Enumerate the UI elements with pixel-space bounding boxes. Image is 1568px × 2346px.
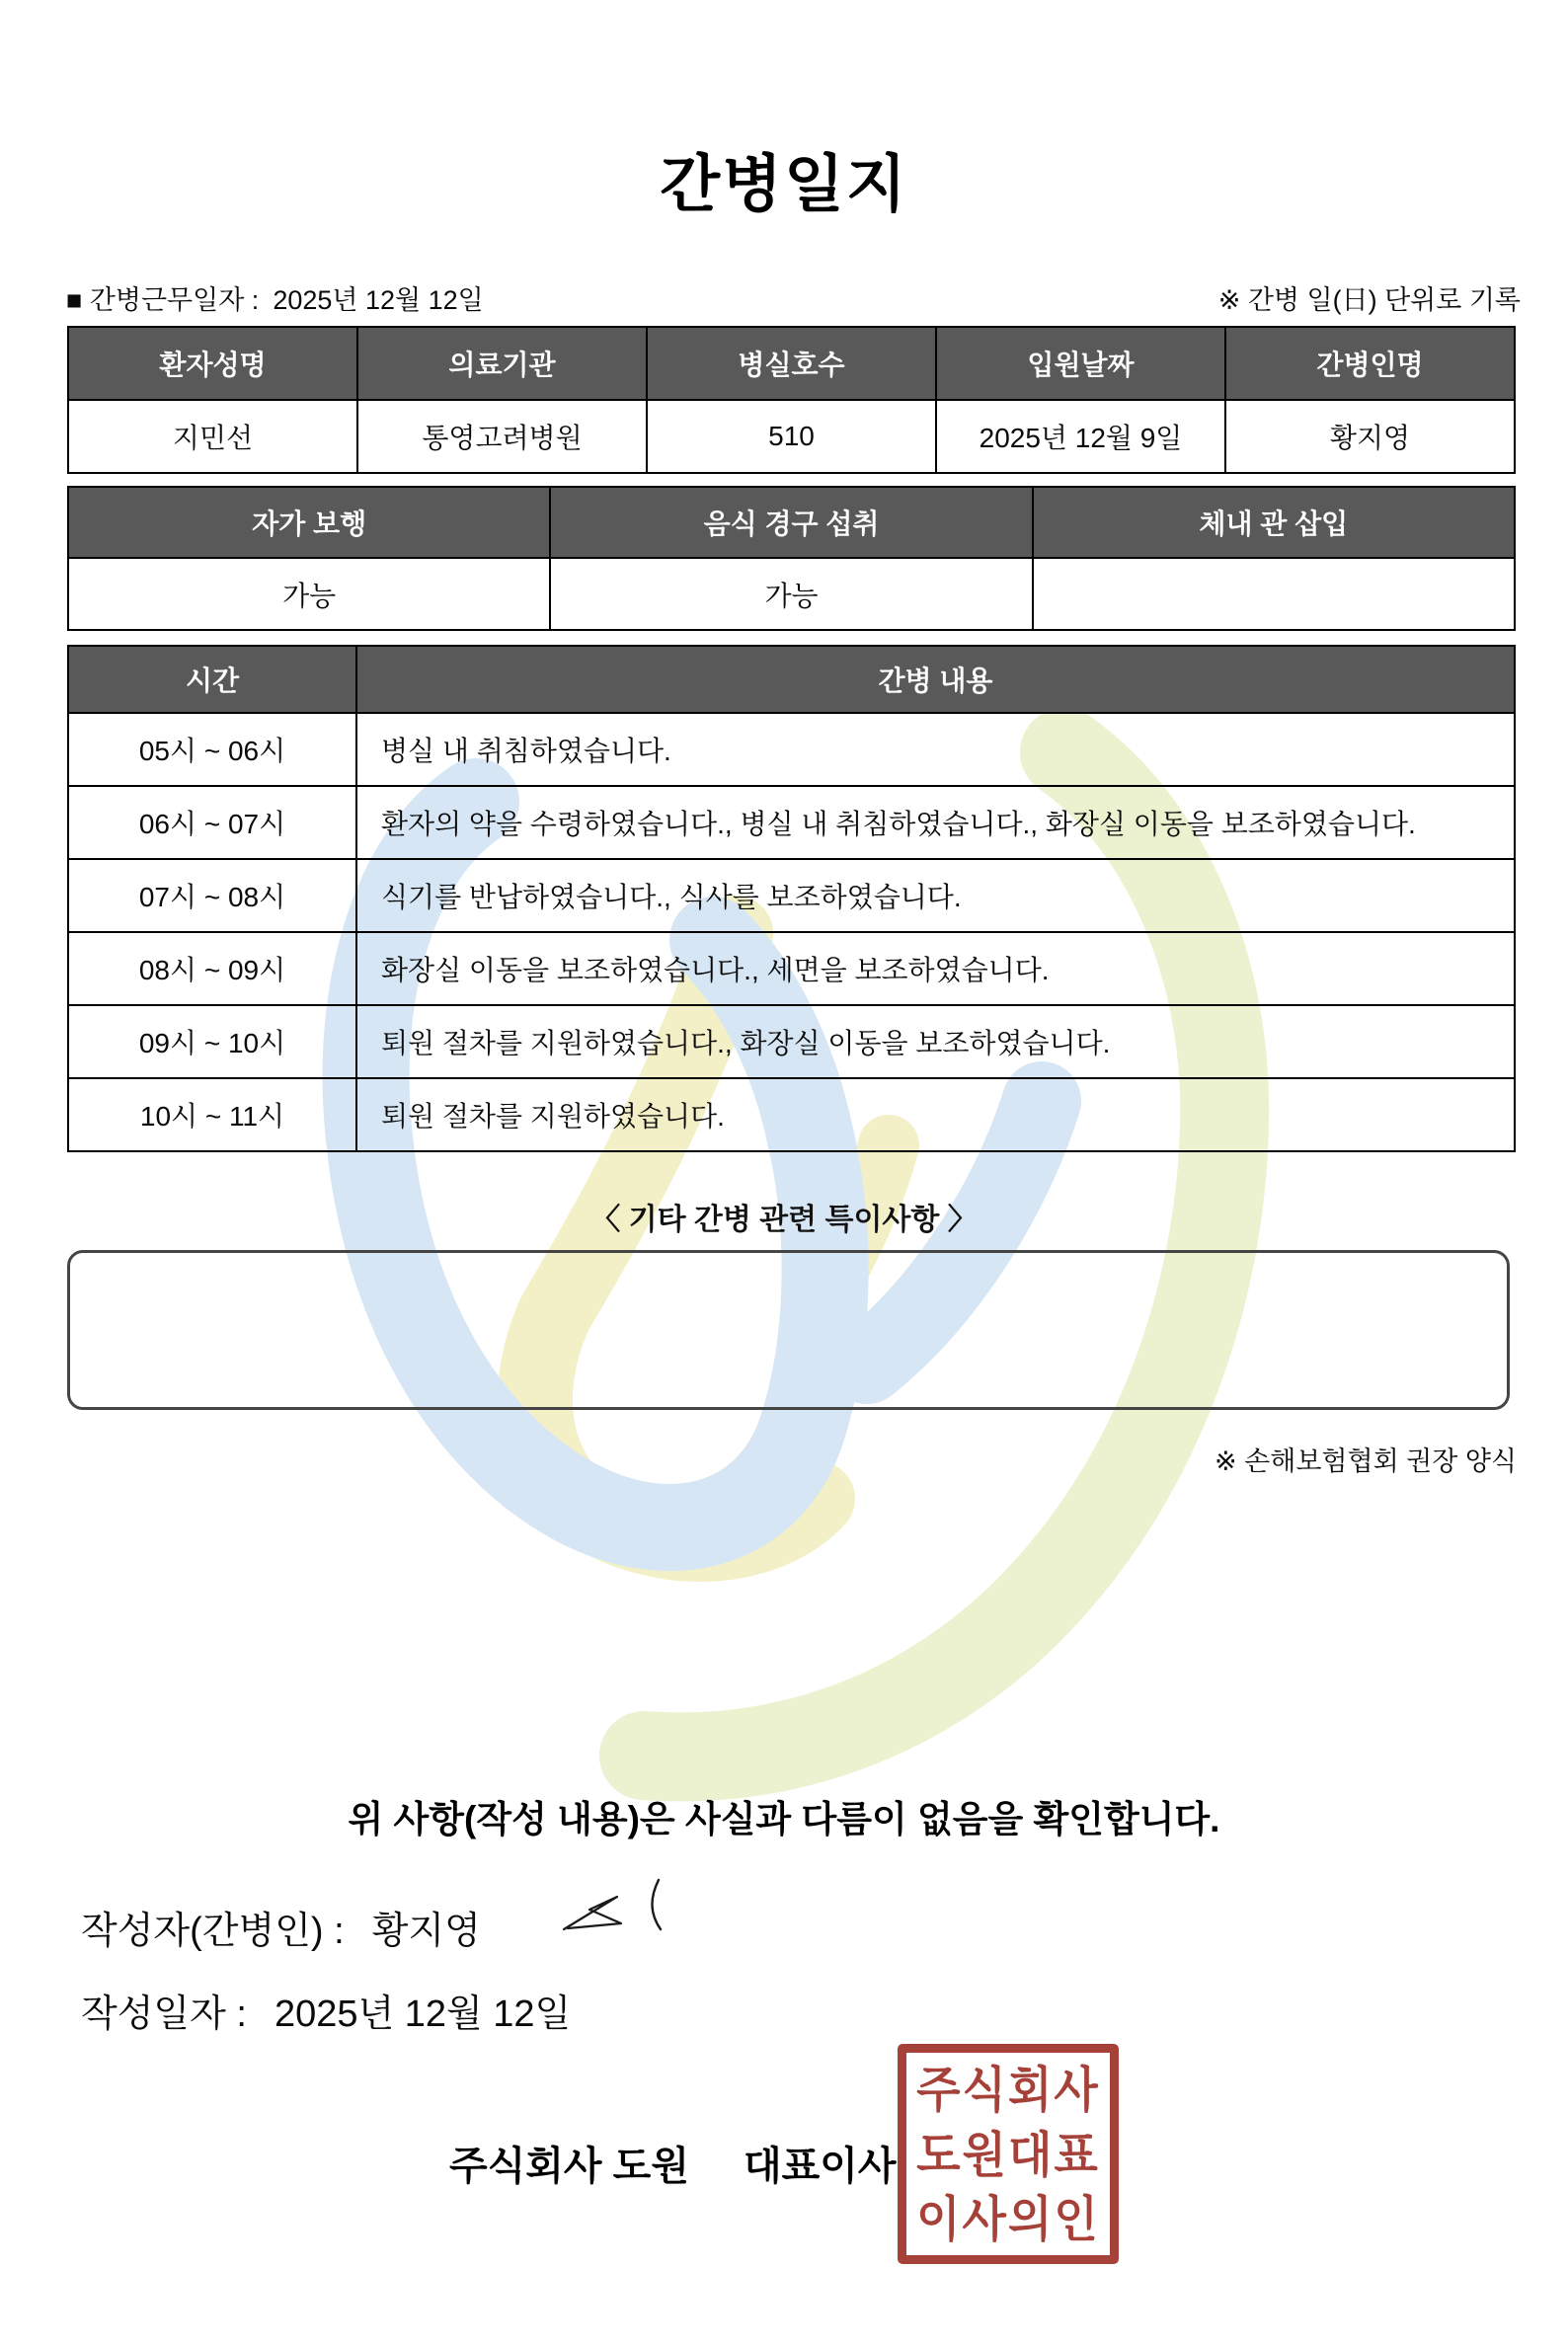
care-log-header-row	[68, 646, 1515, 713]
header-care-content: 간병 내용	[356, 646, 1515, 713]
header-self-walking: 자가 보행	[68, 487, 550, 558]
patient-info-table	[67, 326, 1516, 474]
special-notes-box	[67, 1250, 1510, 1410]
written-date-label: 작성일자 :	[81, 1994, 247, 2035]
stamp-text-row: 주식회사	[916, 2061, 1100, 2117]
care-log-row	[68, 932, 1515, 1005]
corporate-seal-stamp	[898, 2044, 1119, 2264]
header-room-number: 병실호수	[647, 327, 936, 400]
care-log-row	[68, 859, 1515, 932]
header-oral-intake: 음식 경구 섭취	[550, 487, 1032, 558]
care-content: 퇴원 절차를 지원하였습니다., 화장실 이동을 보조하였습니다.	[356, 1005, 1515, 1078]
unit-note: ※ 간병 일(日) 단위로 기록	[1217, 285, 1521, 315]
header-admission-date: 입원날짜	[936, 327, 1225, 400]
work-date-line	[66, 278, 484, 317]
stamp-text-row: 도원대표	[916, 2126, 1100, 2182]
signature-scribble	[556, 1872, 678, 1937]
care-log-row	[68, 713, 1515, 786]
care-time: 09시 ~ 10시	[68, 1005, 356, 1078]
header-patient-name: 환자성명	[68, 327, 357, 400]
care-time: 06시 ~ 07시	[68, 786, 356, 859]
value-caregiver-name: 황지영	[1225, 400, 1515, 473]
patient-header-row	[68, 327, 1515, 400]
care-time: 10시 ~ 11시	[68, 1078, 356, 1151]
work-date-label: ■ 간병근무일자 :	[66, 285, 260, 315]
value-self-walking: 가능	[68, 558, 550, 630]
condition-value-row	[68, 558, 1515, 630]
header-time: 시간	[68, 646, 356, 713]
care-log-table	[67, 645, 1516, 1152]
work-date-value: 2025년 12월 12일	[273, 285, 484, 315]
care-content: 식기를 반납하였습니다., 식사를 보조하였습니다.	[356, 859, 1515, 932]
care-time: 08시 ~ 09시	[68, 932, 356, 1005]
special-notes-title: 〈 기타 간병 관련 특이사항 〉	[590, 1204, 978, 1236]
care-time: 07시 ~ 08시	[68, 859, 356, 932]
company-line	[449, 2135, 897, 2191]
value-oral-intake: 가능	[550, 558, 1032, 630]
writer-line	[81, 1900, 481, 1954]
writer-name: 황지영	[371, 1911, 481, 1952]
header-caregiver-name: 간병인명	[1225, 327, 1515, 400]
page-title: 간병일지	[660, 150, 908, 219]
value-patient-name: 지민선	[68, 400, 357, 473]
stamp-text-row: 이사의인	[916, 2191, 1100, 2247]
value-medical-institution: 통영고려병원	[357, 400, 647, 473]
care-content: 퇴원 절차를 지원하였습니다.	[356, 1078, 1515, 1151]
writer-label: 작성자(간병인) :	[81, 1911, 345, 1952]
value-tube-insertion	[1033, 558, 1515, 630]
value-room-number: 510	[647, 400, 936, 473]
care-log-row	[68, 786, 1515, 859]
ceo-title: 대표이사	[743, 2145, 897, 2188]
header-tube-insertion: 체내 관 삽입	[1033, 487, 1515, 558]
company-name: 주식회사 도원	[449, 2145, 689, 2188]
recommended-form-note: ※ 손해보험협회 권장 양식	[1215, 1447, 1517, 1476]
care-content: 환자의 약을 수령하였습니다., 병실 내 취침하였습니다., 화장실 이동을 보조하였습니다.	[356, 786, 1515, 859]
confirmation-statement: 위 사항(작성 내용)은 사실과 다름이 없음을 확인합니다.	[348, 1799, 1220, 1839]
condition-header-row	[68, 487, 1515, 558]
patient-value-row	[68, 400, 1515, 473]
care-content: 병실 내 취침하였습니다.	[356, 713, 1515, 786]
condition-table	[67, 486, 1516, 631]
meta-row	[66, 278, 1521, 317]
written-date-value: 2025년 12월 12일	[274, 1994, 572, 2035]
care-log-row	[68, 1005, 1515, 1078]
care-time: 05시 ~ 06시	[68, 713, 356, 786]
header-medical-institution: 의료기관	[357, 327, 647, 400]
care-content: 화장실 이동을 보조하였습니다., 세면을 보조하였습니다.	[356, 932, 1515, 1005]
care-log-row	[68, 1078, 1515, 1151]
value-admission-date: 2025년 12월 9일	[936, 400, 1225, 473]
written-date-line	[81, 1983, 571, 2037]
